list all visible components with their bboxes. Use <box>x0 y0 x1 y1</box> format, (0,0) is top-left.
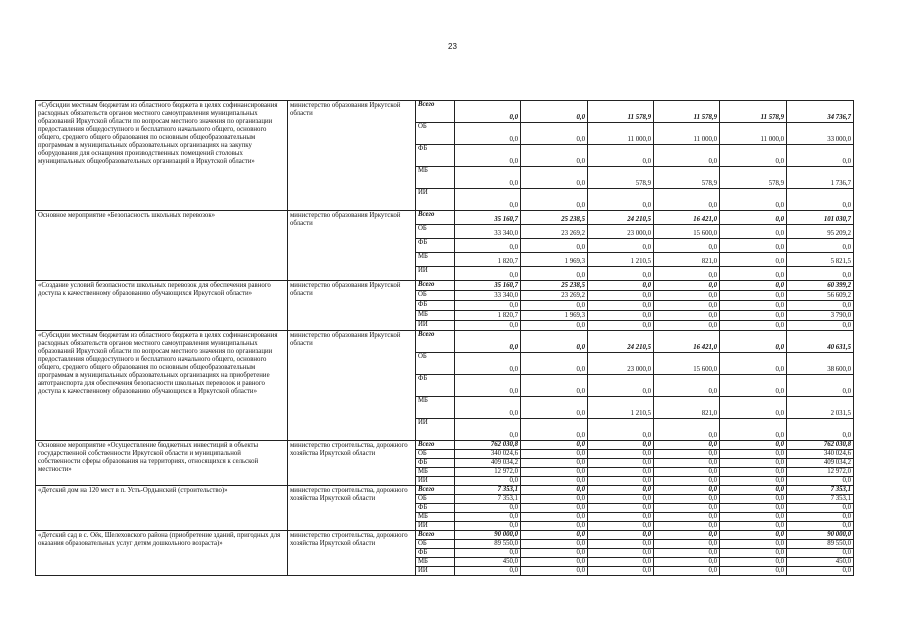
funding-source: ИИ <box>416 321 455 331</box>
funding-source: ФБ <box>416 459 455 468</box>
amount-cell: 0,0 <box>521 321 588 331</box>
funding-source: ФБ <box>416 375 455 397</box>
amount-cell: 15 600,0 <box>654 225 720 239</box>
amount-cell: 11 578,9 <box>588 101 654 123</box>
amount-cell: 12 972,0 <box>787 468 854 477</box>
amount-cell: 0,0 <box>455 522 521 531</box>
funding-source: Всего <box>416 101 455 123</box>
amount-cell: 0,0 <box>787 239 854 253</box>
amount-cell: 0,0 <box>521 167 588 189</box>
amount-cell: 1 736,7 <box>787 167 854 189</box>
amount-cell: 34 736,7 <box>787 101 854 123</box>
funding-source: ФБ <box>416 239 455 253</box>
amount-cell: 16 421,0 <box>654 211 720 225</box>
amount-cell: 0,0 <box>787 504 854 513</box>
amount-cell: 1 820,7 <box>455 253 521 267</box>
amount-cell: 89 550,0 <box>455 540 521 549</box>
amount-cell: 0,0 <box>588 468 654 477</box>
amount-cell: 24 210,5 <box>588 331 654 353</box>
amount-cell: 33 340,0 <box>455 291 521 301</box>
amount-cell: 0,0 <box>521 477 588 486</box>
amount-cell: 0,0 <box>455 267 521 281</box>
amount-cell: 0,0 <box>521 189 588 211</box>
amount-cell: 0,0 <box>720 540 787 549</box>
funding-source: МБ <box>416 513 455 522</box>
amount-cell: 0,0 <box>720 321 787 331</box>
responsible-organization: министерство образования Иркутской области <box>288 331 416 441</box>
amount-cell: 0,0 <box>588 450 654 459</box>
amount-cell: 0,0 <box>521 540 588 549</box>
funding-source: Всего <box>416 486 455 495</box>
amount-cell: 0,0 <box>588 459 654 468</box>
funding-source: Всего <box>416 281 455 291</box>
amount-cell: 340 024,6 <box>787 450 854 459</box>
funding-source: ИИ <box>416 267 455 281</box>
amount-cell: 0,0 <box>588 513 654 522</box>
amount-cell: 90 000,0 <box>787 531 854 540</box>
amount-cell: 0,0 <box>588 495 654 504</box>
amount-cell: 7 353,1 <box>787 486 854 495</box>
amount-cell: 0,0 <box>787 375 854 397</box>
amount-cell: 60 399,2 <box>787 281 854 291</box>
amount-cell: 0,0 <box>455 123 521 145</box>
funding-source: МБ <box>416 253 455 267</box>
amount-cell: 0,0 <box>654 441 720 450</box>
amount-cell: 0,0 <box>654 419 720 441</box>
funding-source: ОБ <box>416 291 455 301</box>
funding-source: ИИ <box>416 567 455 576</box>
measure-description: Основное мероприятие «Безопасность школьных перевозок» <box>36 211 288 281</box>
amount-cell: 0,0 <box>720 459 787 468</box>
amount-cell: 0,0 <box>588 531 654 540</box>
amount-cell: 821,0 <box>654 253 720 267</box>
measure-description: «Субсидии местным бюджетам из областного бюджета в целях софинансирования расходных обязательств органов местного самоуправления муниципальных образований Иркутской области по вопросам местного значения по организации предоставления общедоступного и бесплатного начального общего, основного общего, среднего общего образования по основным общеобразовательным программам в муниципальных образовательных организациях на закупку оборудования для оснащения производственных помещений столовых муниципальных общеобразовательных организаций в Иркутской области» <box>36 101 288 211</box>
responsible-organization: министерство строительства, дорожного хозяйства Иркутской области <box>288 486 416 531</box>
amount-cell: 0,0 <box>654 486 720 495</box>
amount-cell: 0,0 <box>654 301 720 311</box>
funding-source: МБ <box>416 167 455 189</box>
amount-cell: 0,0 <box>455 353 521 375</box>
amount-cell: 0,0 <box>521 459 588 468</box>
measure-description: Основное мероприятие «Осуществление бюджетных инвестиций в объекты государственной собственности Иркутской области и муниципальной собственности сферы образования на территориях, относящихся к сельской местности» <box>36 441 288 486</box>
amount-cell: 0,0 <box>787 522 854 531</box>
table-row <box>36 101 854 123</box>
amount-cell: 0,0 <box>654 477 720 486</box>
amount-cell: 23 000,0 <box>588 353 654 375</box>
amount-cell: 0,0 <box>720 531 787 540</box>
amount-cell: 0,0 <box>455 239 521 253</box>
amount-cell: 0,0 <box>654 504 720 513</box>
amount-cell: 0,0 <box>654 291 720 301</box>
measure-description: «Детский сад в с. Оёк, Шелеховского района (приобретение зданий, пригодных для оказания образовательных услуг детям дошкольного возраста)» <box>36 531 288 576</box>
amount-cell: 0,0 <box>720 301 787 311</box>
amount-cell: 5 821,5 <box>787 253 854 267</box>
funding-source: ОБ <box>416 353 455 375</box>
amount-cell: 0,0 <box>521 513 588 522</box>
amount-cell: 0,0 <box>521 419 588 441</box>
amount-cell: 0,0 <box>455 189 521 211</box>
amount-cell: 0,0 <box>521 522 588 531</box>
amount-cell: 450,0 <box>455 558 521 567</box>
amount-cell: 0,0 <box>654 540 720 549</box>
amount-cell: 1 969,3 <box>521 311 588 321</box>
amount-cell: 25 238,5 <box>521 211 588 225</box>
amount-cell: 56 609,2 <box>787 291 854 301</box>
amount-cell: 0,0 <box>720 189 787 211</box>
amount-cell: 0,0 <box>654 145 720 167</box>
funding-source: ИИ <box>416 189 455 211</box>
amount-cell: 0,0 <box>588 267 654 281</box>
amount-cell: 0,0 <box>720 239 787 253</box>
amount-cell: 0,0 <box>588 558 654 567</box>
amount-cell: 340 024,6 <box>455 450 521 459</box>
measure-description: «Создание условий безопасности школьных перевозок для обеспечения равного доступа к качественному образованию обучающихся Иркутской области» <box>36 281 288 331</box>
amount-cell: 38 600,0 <box>787 353 854 375</box>
funding-source: ИИ <box>416 477 455 486</box>
amount-cell: 0,0 <box>455 331 521 353</box>
amount-cell: 0,0 <box>654 549 720 558</box>
amount-cell: 0,0 <box>720 311 787 321</box>
amount-cell: 0,0 <box>455 567 521 576</box>
amount-cell: 0,0 <box>455 375 521 397</box>
funding-source: ФБ <box>416 504 455 513</box>
amount-cell: 578,9 <box>720 167 787 189</box>
amount-cell: 33 000,0 <box>787 123 854 145</box>
amount-cell: 0,0 <box>787 567 854 576</box>
amount-cell: 0,0 <box>720 253 787 267</box>
amount-cell: 821,0 <box>654 397 720 419</box>
funding-source: МБ <box>416 468 455 477</box>
amount-cell: 450,0 <box>787 558 854 567</box>
amount-cell: 0,0 <box>720 375 787 397</box>
amount-cell: 0,0 <box>521 567 588 576</box>
amount-cell: 0,0 <box>720 495 787 504</box>
funding-source: ИИ <box>416 522 455 531</box>
amount-cell: 90 000,0 <box>455 531 521 540</box>
amount-cell: 0,0 <box>720 486 787 495</box>
amount-cell: 0,0 <box>720 211 787 225</box>
amount-cell: 0,0 <box>455 397 521 419</box>
funding-source: ОБ <box>416 495 455 504</box>
amount-cell: 0,0 <box>787 549 854 558</box>
amount-cell: 0,0 <box>521 450 588 459</box>
amount-cell: 0,0 <box>654 189 720 211</box>
table-row <box>36 531 854 540</box>
amount-cell: 0,0 <box>720 504 787 513</box>
amount-cell: 0,0 <box>720 353 787 375</box>
amount-cell: 0,0 <box>654 522 720 531</box>
amount-cell: 0,0 <box>654 281 720 291</box>
funding-source: ИИ <box>416 419 455 441</box>
amount-cell: 762 030,8 <box>455 441 521 450</box>
amount-cell: 15 600,0 <box>654 353 720 375</box>
amount-cell: 0,0 <box>588 504 654 513</box>
measure-description: «Детский дом на 120 мест в п. Усть-Ордынский (строительство)» <box>36 486 288 531</box>
amount-cell: 0,0 <box>720 225 787 239</box>
budget-table <box>35 100 854 576</box>
amount-cell: 0,0 <box>521 549 588 558</box>
funding-source: МБ <box>416 311 455 321</box>
amount-cell: 0,0 <box>588 311 654 321</box>
amount-cell: 89 550,0 <box>787 540 854 549</box>
amount-cell: 0,0 <box>588 441 654 450</box>
amount-cell: 409 034,2 <box>455 459 521 468</box>
amount-cell: 0,0 <box>654 459 720 468</box>
funding-source: Всего <box>416 211 455 225</box>
amount-cell: 11 000,0 <box>720 123 787 145</box>
amount-cell: 0,0 <box>654 468 720 477</box>
funding-source: ОБ <box>416 540 455 549</box>
amount-cell: 0,0 <box>720 549 787 558</box>
amount-cell: 409 034,2 <box>787 459 854 468</box>
funding-source: ФБ <box>416 145 455 167</box>
amount-cell: 0,0 <box>720 145 787 167</box>
amount-cell: 1 210,5 <box>588 253 654 267</box>
funding-source: ФБ <box>416 549 455 558</box>
amount-cell: 33 340,0 <box>455 225 521 239</box>
responsible-organization: министерство строительства, дорожного хозяйства Иркутской области <box>288 531 416 576</box>
amount-cell: 3 790,0 <box>787 311 854 321</box>
amount-cell: 0,0 <box>654 375 720 397</box>
funding-source: Всего <box>416 441 455 450</box>
amount-cell: 0,0 <box>720 331 787 353</box>
amount-cell: 0,0 <box>521 101 588 123</box>
amount-cell: 101 030,7 <box>787 211 854 225</box>
amount-cell: 0,0 <box>720 477 787 486</box>
responsible-organization: министерство образования Иркутской области <box>288 281 416 331</box>
amount-cell: 0,0 <box>720 567 787 576</box>
responsible-organization: министерство строительства, дорожного хозяйства Иркутской области <box>288 441 416 486</box>
amount-cell: 0,0 <box>588 301 654 311</box>
amount-cell: 0,0 <box>455 477 521 486</box>
amount-cell: 7 353,1 <box>787 495 854 504</box>
amount-cell: 25 238,5 <box>521 281 588 291</box>
measure-description: «Субсидии местным бюджетам из областного бюджета в целях софинансирования расходных обязательств органов местного самоуправления муниципальных образований Иркутской области по вопросам местного значения по организации предоставления общедоступного и бесплатного начального общего, основного общего, среднего общего образования по основным общеобразовательным программам в муниципальных образовательных организациях на приобретение автотранспорта для обеспечения безопасности школьных перевозок и равного доступа к качественному образованию обучающихся в Иркутской области» <box>36 331 288 441</box>
table-row <box>36 211 854 225</box>
amount-cell: 0,0 <box>588 486 654 495</box>
amount-cell: 0,0 <box>720 450 787 459</box>
amount-cell: 0,0 <box>588 375 654 397</box>
amount-cell: 0,0 <box>654 450 720 459</box>
amount-cell: 0,0 <box>455 513 521 522</box>
funding-source: МБ <box>416 397 455 419</box>
amount-cell: 0,0 <box>588 291 654 301</box>
amount-cell: 0,0 <box>588 419 654 441</box>
amount-cell: 0,0 <box>787 189 854 211</box>
amount-cell: 0,0 <box>787 321 854 331</box>
funding-source: Всего <box>416 531 455 540</box>
amount-cell: 0,0 <box>720 441 787 450</box>
amount-cell: 0,0 <box>588 540 654 549</box>
amount-cell: 0,0 <box>588 567 654 576</box>
amount-cell: 0,0 <box>521 145 588 167</box>
amount-cell: 0,0 <box>654 311 720 321</box>
amount-cell: 0,0 <box>455 504 521 513</box>
amount-cell: 0,0 <box>521 331 588 353</box>
amount-cell: 1 210,5 <box>588 397 654 419</box>
amount-cell: 0,0 <box>521 531 588 540</box>
amount-cell: 12 972,0 <box>455 468 521 477</box>
amount-cell: 0,0 <box>521 375 588 397</box>
amount-cell: 0,0 <box>654 267 720 281</box>
amount-cell: 0,0 <box>521 397 588 419</box>
amount-cell: 11 000,0 <box>588 123 654 145</box>
amount-cell: 0,0 <box>720 397 787 419</box>
amount-cell: 0,0 <box>720 513 787 522</box>
amount-cell: 0,0 <box>720 291 787 301</box>
amount-cell: 0,0 <box>720 267 787 281</box>
amount-cell: 0,0 <box>588 239 654 253</box>
amount-cell: 40 631,5 <box>787 331 854 353</box>
amount-cell: 0,0 <box>588 145 654 167</box>
funding-source: ОБ <box>416 123 455 145</box>
amount-cell: 0,0 <box>455 145 521 167</box>
amount-cell: 0,0 <box>521 441 588 450</box>
amount-cell: 0,0 <box>720 558 787 567</box>
amount-cell: 762 030,8 <box>787 441 854 450</box>
amount-cell: 0,0 <box>720 468 787 477</box>
amount-cell: 0,0 <box>455 549 521 558</box>
amount-cell: 0,0 <box>654 321 720 331</box>
amount-cell: 0,0 <box>654 567 720 576</box>
amount-cell: 0,0 <box>455 321 521 331</box>
funding-source: ФБ <box>416 301 455 311</box>
amount-cell: 0,0 <box>654 239 720 253</box>
amount-cell: 23 000,0 <box>588 225 654 239</box>
amount-cell: 0,0 <box>588 281 654 291</box>
amount-cell: 578,9 <box>654 167 720 189</box>
amount-cell: 0,0 <box>787 513 854 522</box>
amount-cell: 0,0 <box>787 419 854 441</box>
responsible-organization: министерство образования Иркутской области <box>288 101 416 211</box>
amount-cell: 11 578,9 <box>720 101 787 123</box>
amount-cell: 0,0 <box>588 321 654 331</box>
table-row <box>36 486 854 495</box>
table-row <box>36 281 854 291</box>
amount-cell: 0,0 <box>455 101 521 123</box>
amount-cell: 0,0 <box>521 301 588 311</box>
amount-cell: 0,0 <box>787 477 854 486</box>
table-body <box>36 101 854 576</box>
amount-cell: 0,0 <box>720 281 787 291</box>
amount-cell: 0,0 <box>521 468 588 477</box>
amount-cell: 23 269,2 <box>521 291 588 301</box>
amount-cell: 0,0 <box>521 495 588 504</box>
amount-cell: 0,0 <box>787 267 854 281</box>
amount-cell: 24 210,5 <box>588 211 654 225</box>
amount-cell: 2 031,5 <box>787 397 854 419</box>
amount-cell: 1 969,3 <box>521 253 588 267</box>
amount-cell: 11 000,0 <box>654 123 720 145</box>
amount-cell: 0,0 <box>588 522 654 531</box>
amount-cell: 0,0 <box>654 531 720 540</box>
amount-cell: 0,0 <box>787 301 854 311</box>
amount-cell: 0,0 <box>521 504 588 513</box>
funding-source: ОБ <box>416 225 455 239</box>
amount-cell: 0,0 <box>521 267 588 281</box>
amount-cell: 0,0 <box>654 558 720 567</box>
amount-cell: 35 160,7 <box>455 281 521 291</box>
funding-source: Всего <box>416 331 455 353</box>
amount-cell: 0,0 <box>588 189 654 211</box>
amount-cell: 1 820,7 <box>455 311 521 321</box>
amount-cell: 0,0 <box>455 419 521 441</box>
page-number: 23 <box>448 42 457 51</box>
amount-cell: 7 353,1 <box>455 495 521 504</box>
amount-cell: 0,0 <box>521 123 588 145</box>
table-row <box>36 331 854 353</box>
funding-source: МБ <box>416 558 455 567</box>
amount-cell: 23 269,2 <box>521 225 588 239</box>
amount-cell: 578,9 <box>588 167 654 189</box>
amount-cell: 0,0 <box>588 477 654 486</box>
amount-cell: 0,0 <box>654 495 720 504</box>
amount-cell: 35 160,7 <box>455 211 521 225</box>
amount-cell: 0,0 <box>720 419 787 441</box>
amount-cell: 11 578,9 <box>654 101 720 123</box>
responsible-organization: министерство образования Иркутской области <box>288 211 416 281</box>
amount-cell: 0,0 <box>521 353 588 375</box>
amount-cell: 0,0 <box>720 522 787 531</box>
amount-cell: 0,0 <box>521 486 588 495</box>
amount-cell: 0,0 <box>521 239 588 253</box>
amount-cell: 0,0 <box>588 549 654 558</box>
amount-cell: 0,0 <box>654 513 720 522</box>
amount-cell: 95 209,2 <box>787 225 854 239</box>
amount-cell: 0,0 <box>455 301 521 311</box>
amount-cell: 0,0 <box>787 145 854 167</box>
amount-cell: 16 421,0 <box>654 331 720 353</box>
table-row <box>36 441 854 450</box>
amount-cell: 0,0 <box>521 558 588 567</box>
amount-cell: 7 353,1 <box>455 486 521 495</box>
amount-cell: 0,0 <box>455 167 521 189</box>
funding-source: ОБ <box>416 450 455 459</box>
